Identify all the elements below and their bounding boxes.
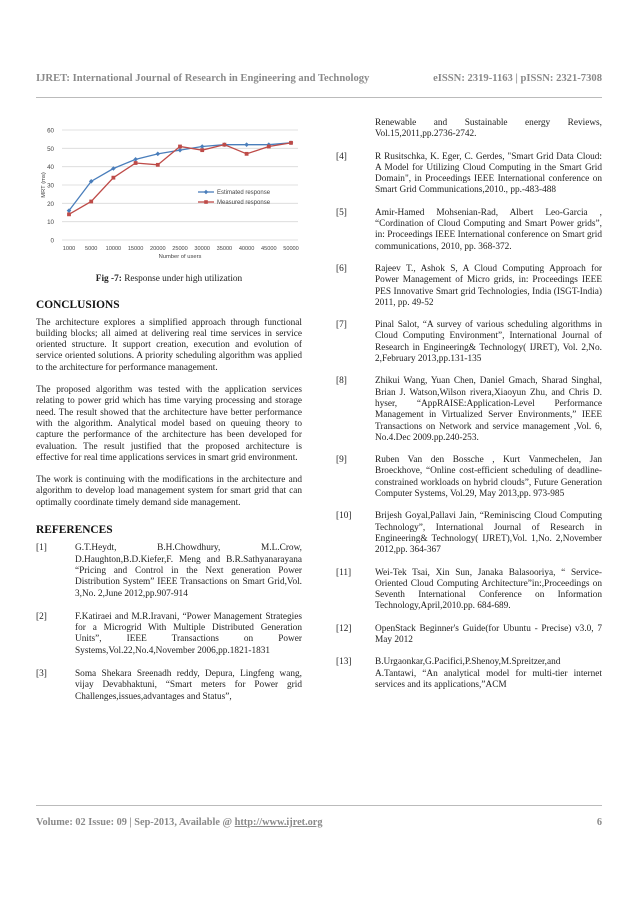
reference-number: [10]	[336, 511, 352, 522]
reference-text: F.Katiraei and M.R.Iravani, “Power Management Strategies for a Microgrid With Multiple Distributed Generation Units”, IEEE Transactions on Power Systems,Vol.22,No.4,November 2006,pp.1821-1831	[75, 611, 302, 656]
header-rule	[36, 97, 602, 98]
reference-text: B.Urgaonkar,G.Pacifici,P.Shenoy,M.Spreitzer,and A.Tantawi, “An analytical model for multi-tier internet services and its applications,”ACM	[375, 657, 602, 690]
reference-3	[36, 669, 302, 703]
reference-text: Zhikui Wang, Yuan Chen, Daniel Gmach, Sharad Singhal, Brian J. Watson,Wilson rivera,Xiaoyun Zhu, and Chris D. hyser, “AppRAISE:Application-Level Performance Management in Virtualized Server Environments,” IEEE Transactions on Network and service management ,Vol. 6, No.4.Dec 2009.pp.240-253.	[375, 376, 602, 443]
x-tick-label: 35000	[216, 246, 233, 252]
conclusions-paragraph-3: The work is continuing with the modifications in the architecture and algorithm to develop load management system for smart grid that can optimally coordinate timely demand side management.	[36, 475, 302, 508]
x-axis-label: Number of users	[158, 254, 202, 260]
reference-number: [13]	[336, 657, 352, 668]
reference-text: Pinal Salot, “A survey of various scheduling algorithms in Cloud Computing Environment”, International Journal of Research in Engineering& Technology( IJRET), Vol. 2,No. 2,February 2013,pp.131-135	[375, 320, 602, 365]
reference-text: Brijesh Goyal,Pallavi Jain, “Reminiscing Cloud Computing Technology”, International Journal of Research in Engineering& Technology( IJRET),Vol. 1,No. 2,November 2012,pp. 364-367	[375, 511, 602, 556]
reference-number: [1]	[36, 543, 47, 554]
y-tick-label: 40	[47, 164, 54, 172]
journal-title: IJRET: International Journal of Research in Engineering and Technology	[36, 73, 370, 84]
reference-5	[336, 208, 602, 253]
conclusions-heading: CONCLUSIONS	[36, 299, 120, 312]
reference-8	[336, 376, 602, 444]
reference-number: [9]	[336, 455, 347, 466]
y-tick-label: 20	[47, 200, 54, 208]
x-tick-label: 45000	[261, 246, 277, 252]
x-tick-label: 20000	[150, 246, 166, 252]
reference-number: [2]	[36, 611, 47, 622]
reference-text: Ruben Van den Bossche , Kurt Vanmechelen, Jan Broeckhove, “Online cost-efficient scheduling of deadline-constrained workloads on hybrid clouds”, Future Generation Computer Systems, Vol.29, May 2013,pp. 973-985	[375, 455, 602, 500]
page-number: 6	[596, 817, 602, 828]
reference-10	[336, 511, 602, 556]
x-tick-label: 1000	[62, 246, 76, 252]
x-tick-label: 30000	[194, 246, 210, 252]
footer-link[interactable]: http://www.ijret.org	[234, 817, 323, 828]
reference-3-continued	[336, 118, 602, 141]
reference-number: [4]	[336, 151, 347, 162]
reference-1	[36, 543, 302, 599]
reference-11	[336, 568, 602, 613]
y-axis-label: MRT (ms)	[41, 172, 47, 198]
reference-6	[336, 264, 602, 309]
reference-text: OpenStack Beginner's Guide(for Ubuntu - Precise) v3.0, 7 May 2012	[375, 623, 602, 645]
page-header	[36, 73, 602, 84]
reference-text: R Rusitschka, K. Eger, C. Gerdes, "Smart Grid Data Cloud: A Model for Utilizing Cloud Computing in the Smart Grid Domain", in Proceedings IEEE International conference on Smart Grid Communications,2010., pp.-483-488	[375, 151, 602, 196]
reference-9	[336, 455, 602, 500]
reference-number: [6]	[336, 263, 347, 274]
legend-label: Measured response	[217, 200, 271, 207]
y-tick-label: 60	[47, 127, 54, 135]
conclusions-paragraph-2: The proposed algorithm was tested with the application services relating to power grid which has time varying processing and storage need. The result showed that the architecture have better performance with the algorithm. Analytical model based on queuing theory to capture the performance of the architecture has been developed for evaluation. The result justified that the proposed architecture is effective for real time applications services in smart grid environment.	[36, 385, 302, 463]
y-tick-label: 0	[50, 237, 54, 245]
reference-text: Amir-Hamed Mohsenian-Rad, Albert Leo-Garcia , “Cordination of Cloud Computing and Smart Power grids”, in: Proceedings IEEE International conference on Smart grid communications, 2010, pp. 368-372.	[375, 207, 602, 252]
reference-number: [12]	[336, 623, 352, 634]
page-footer	[36, 817, 602, 828]
x-tick-label: 10000	[105, 246, 122, 252]
reference-number: [5]	[336, 207, 347, 218]
reference-4	[336, 152, 602, 197]
reference-text: Soma Shekara Sreenadh reddy, Depura, Lingfeng wang, vijay Devabhaktuni, “Smart meters for Power grid Challenges,issues,advantages and Status”,	[75, 669, 302, 702]
reference-text: Renewable and Sustainable energy Reviews, Vol.15,2011,pp.2736-2742.	[375, 118, 602, 140]
issn: eISSN: 2319-1163 | pISSN: 2321-7308	[433, 73, 602, 84]
reference-text: G.T.Heydt, B.H.Chowdhury, M.L.Crow, D.Haughton,B.D.Kiefer,F. Meng and B.R.Sathyanarayana “Pricing and Control in the Next generation Power Distribution System” IEEE Transactions on Smart Grid,Vol. 3,No. 2,June 2012,pp.907-914	[75, 543, 302, 599]
reference-number: [3]	[36, 669, 47, 680]
reference-text: Rajeev T., Ashok S, A Cloud Computing Approach for Power Management of Micro grids, in: Proceedings IEEE PES Innovative Smart grid Technologies, India (ISGT-India) 2011, pp. 49-52	[375, 263, 602, 308]
footer-volume: Volume: 02 Issue: 09 | Sep-2013, Available @	[36, 817, 233, 828]
reference-number: [7]	[336, 320, 347, 331]
reference-7	[336, 320, 602, 365]
right-column	[336, 118, 602, 691]
legend-label: Estimated response	[217, 190, 271, 197]
left-column	[36, 118, 302, 703]
figure-label: Fig -7:	[95, 274, 122, 284]
reference-number: [11]	[336, 567, 352, 578]
reference-12	[336, 624, 602, 647]
x-tick-label: 25000	[172, 246, 188, 252]
y-tick-label: 10	[47, 219, 54, 227]
y-tick-label: 50	[47, 145, 54, 153]
references-heading: REFERENCES	[36, 524, 113, 537]
x-tick-label: 5000	[84, 246, 98, 252]
figure-caption	[36, 274, 302, 285]
footer-rule	[36, 805, 602, 806]
y-tick-label: 30	[47, 182, 54, 190]
x-tick-label: 15000	[127, 246, 144, 252]
conclusions-paragraph-1: The architecture explores a simplified approach through functional building blocks; all aimed at delivering real time services in service oriented structure. It support creation, execution and evolution of service oriented solutions. A priority scheduling algorithm was applied to the architecture for performance management.	[36, 317, 302, 373]
reference-number: [8]	[336, 376, 347, 387]
reference-2	[36, 612, 302, 657]
reference-text: Wei-Tek Tsai, Xin Sun, Janaka Balasooriya, “ Service-Oriented Cloud Computing Architecture”in:,Proceedings on Seventh International Conference on Information Technology,April,2010.pp. 684-689.	[375, 567, 602, 612]
reference-13	[336, 657, 602, 691]
figure-caption-text: Response under high utilization	[124, 274, 243, 284]
x-tick-label: 40000	[238, 246, 255, 252]
x-tick-label: 50000	[283, 246, 299, 252]
